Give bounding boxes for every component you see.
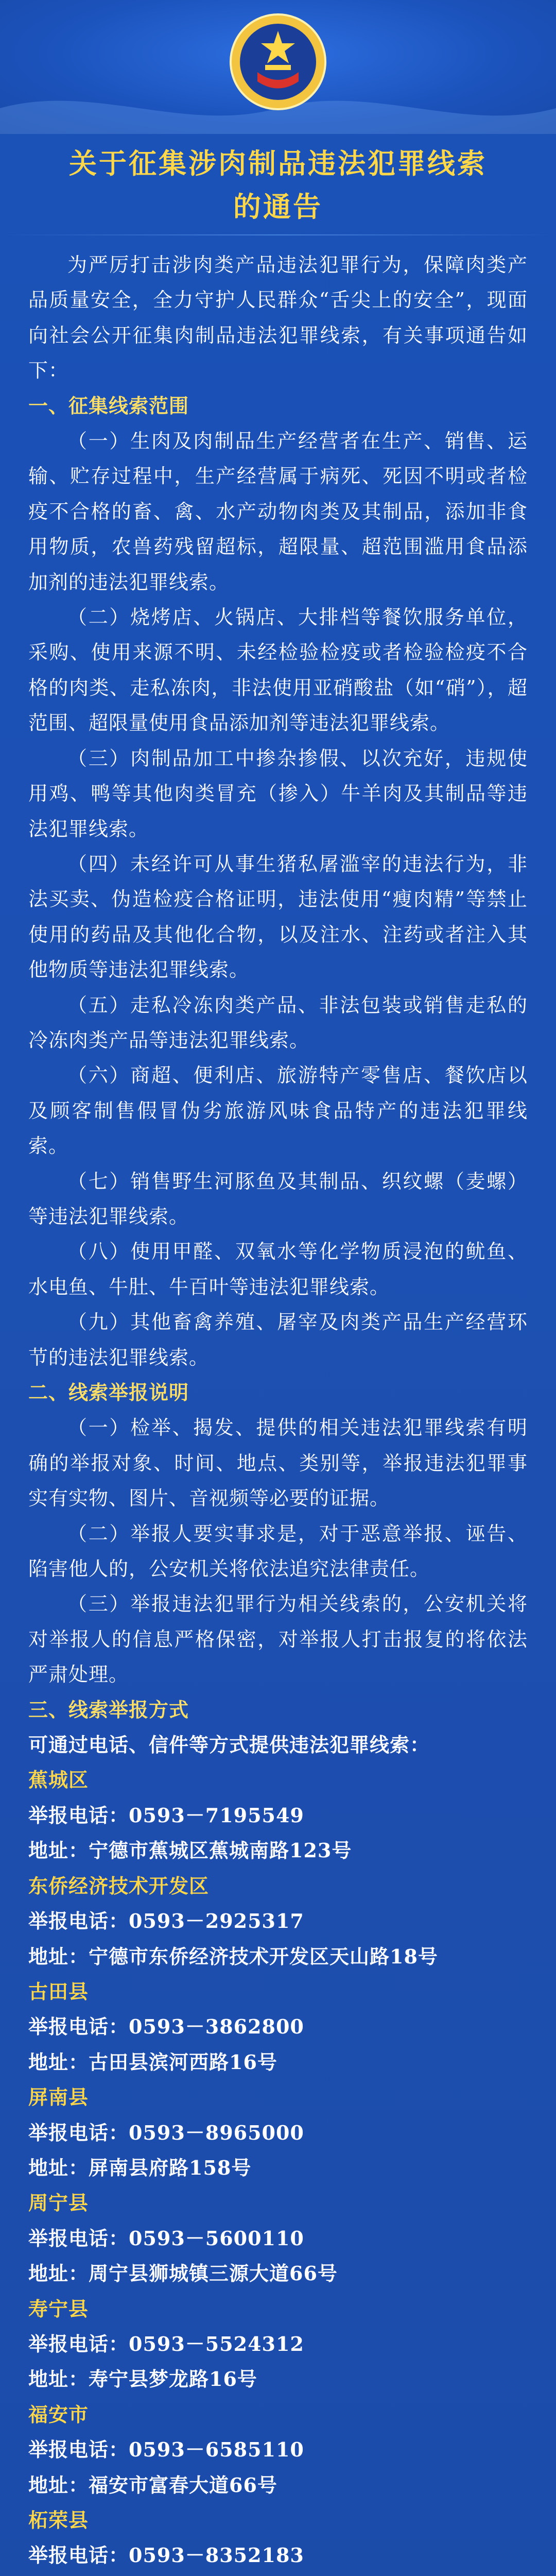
phone-number[interactable]: 0593－5524312 [129,2332,304,2355]
notice-title [31,142,525,228]
section1-item: （八）使用甲醛、双氧水等化学物质浸泡的鱿鱼、水电鱼、牛肚、牛百叶等违法犯罪线索。 [28,1240,528,1298]
contact-phone-row [28,2432,528,2467]
contact-address-row [28,1939,528,1974]
section3-heading: 三、线索举报方式 [28,1698,189,1721]
section2-heading: 二、线索举报说明 [28,1381,189,1404]
notice-title-line2: 的通告 [233,190,323,223]
phone-label: 举报电话： [28,2226,129,2250]
address-text: 周宁县狮城镇三源大道66号 [89,2262,338,2285]
section1-item: （四）未经许可从事生猪私屠滥宰的违法行为，非法买卖、伪造检疫合格证明，违法使用“瘦肉精”等禁止使用的药品及其他化合物，以及注水、注药或者注入其他物质等违法犯罪线索。 [28,852,528,981]
address-label: 地址： [28,2473,89,2497]
header-band [0,0,556,134]
phone-number[interactable]: 0593－7195549 [129,1803,304,1827]
phone-number[interactable]: 0593－5600110 [129,2226,304,2250]
address-label: 地址： [28,1839,89,1862]
address-label: 地址： [28,2262,89,2285]
section1-item: （一）生肉及肉制品生产经营者在生产、销售、运输、贮存过程中，生产经营属于病死、死因不明或者检疫不合格的畜、禽、水产动物肉类及其制品，添加非食用物质，农兽药残留超标，超限量、超范围滥用食品添加剂的违法犯罪线索。 [28,430,528,594]
phone-number[interactable]: 0593－2925317 [129,1909,304,1933]
address-label: 地址： [28,1944,89,1968]
phone-label: 举报电话： [28,2015,129,2039]
intro-paragraph: 为严厉打击涉肉类产品违法犯罪行为，保障肉类产品质量安全，全力守护人民群众“舌尖上的安全”，现面向社会公开征集肉制品违法犯罪线索，有关事项通告如下： [28,253,528,382]
contact-address-row [28,2573,528,2576]
address-text: 福安市富春大道66号 [89,2473,277,2497]
notice-body [28,247,528,2576]
address-text: 宁德市蕉城区蕉城南路123号 [89,1839,352,1862]
contact-area: 古田县 [28,1979,89,2003]
address-text: 屏南县府路158号 [89,2156,252,2179]
section2-item: （二）举报人要实事求是，对于恶意举报、诬告、陷害他人的，公安机关将依法追究法律责任。 [28,1522,528,1581]
section3-lead: 可通过电话、信件等方式提供违法犯罪线索： [28,1733,430,1757]
section1-item: （六）商超、便利店、旅游特产零售店、餐饮店以及顾客制售假冒伪劣旅游风味食品特产的违法犯罪线索。 [28,1064,528,1158]
contact-address-row [28,1833,528,1868]
section1-item: （三）肉制品加工中掺杂掺假、以次充好，违规使用鸡、鸭等其他肉类冒充（掺入）牛羊肉及其制品等违法犯罪线索。 [28,747,528,840]
contact-address-row [28,2362,528,2397]
contact-phone-row [28,2221,528,2256]
contact-list [28,1762,528,2576]
contact-area: 柘荣县 [28,2509,89,2532]
phone-number[interactable]: 0593－3862800 [129,2015,304,2039]
address-label: 地址： [28,2367,89,2391]
phone-number[interactable]: 0593－8352183 [129,2544,304,2567]
contact-address-row [28,2256,528,2291]
section1-item: （九）其他畜禽养殖、屠宰及肉类产品生产经营环节的违法犯罪线索。 [28,1311,528,1369]
phone-label: 举报电话： [28,2332,129,2355]
section2-item: （三）举报违法犯罪行为相关线索的，公安机关将对举报人的信息严格保密，对举报人打击报复的将依法严肃处理。 [28,1592,528,1686]
divider [0,234,556,235]
contact-phone-row [28,2115,528,2150]
phone-number[interactable]: 0593－6585110 [129,2438,304,2462]
contact-area: 屏南县 [28,2086,89,2109]
police-emblem-icon [227,10,329,113]
section1-item: （二）烧烤店、火锅店、大排档等餐饮服务单位，采购、使用来源不明、未经检验检疫或者检验检疫不合格的肉类、走私冻肉，非法使用亚硝酸盐（如“硝”），超范围、超限量使用食品添加剂等违法犯罪线索。 [28,606,528,735]
contact-phone-row [28,1904,528,1939]
notice-title-line1: 关于征集涉肉制品违法犯罪线索 [69,147,487,180]
section1-heading: 一、征集线索范围 [28,394,189,417]
phone-number[interactable]: 0593－8965000 [129,2121,304,2144]
section1-item: （五）走私冷冻肉类产品、非法包装或销售走私的冷冻肉类产品等违法犯罪线索。 [28,993,528,1052]
contact-phone-row [28,2009,528,2044]
contact-area: 蕉城区 [28,1768,89,1792]
address-text: 寿宁县梦龙路16号 [89,2367,257,2391]
address-label: 地址： [28,2050,89,2074]
phone-label: 举报电话： [28,2438,129,2462]
address-label: 地址： [28,2156,89,2179]
phone-label: 举报电话： [28,2544,129,2567]
contact-phone-row [28,1798,528,1833]
address-text: 宁德市东侨经济技术开发区天山路18号 [89,1944,438,1968]
contact-area: 周宁县 [28,2191,89,2215]
contact-area: 福安市 [28,2402,89,2426]
contact-address-row [28,2045,528,2080]
contact-address-row [28,2150,528,2185]
phone-label: 举报电话： [28,2121,129,2144]
contact-area: 东侨经济技术开发区 [28,1874,210,1897]
contact-address-row [28,2468,528,2503]
contact-phone-row [28,2327,528,2362]
contact-area: 寿宁县 [28,2297,89,2320]
contact-phone-row [28,2538,528,2573]
section2-item: （一）检举、揭发、提供的相关违法犯罪线索有明确的举报对象、时间、地点、类别等，举报违法犯罪事实有实物、图片、音视频等必要的证据。 [28,1416,528,1510]
phone-label: 举报电话： [28,1909,129,1933]
address-text: 古田县滨河西路16号 [89,2050,277,2074]
section1-item: （七）销售野生河豚鱼及其制品、织纹螺（麦螺）等违法犯罪线索。 [28,1170,528,1228]
phone-label: 举报电话： [28,1803,129,1827]
